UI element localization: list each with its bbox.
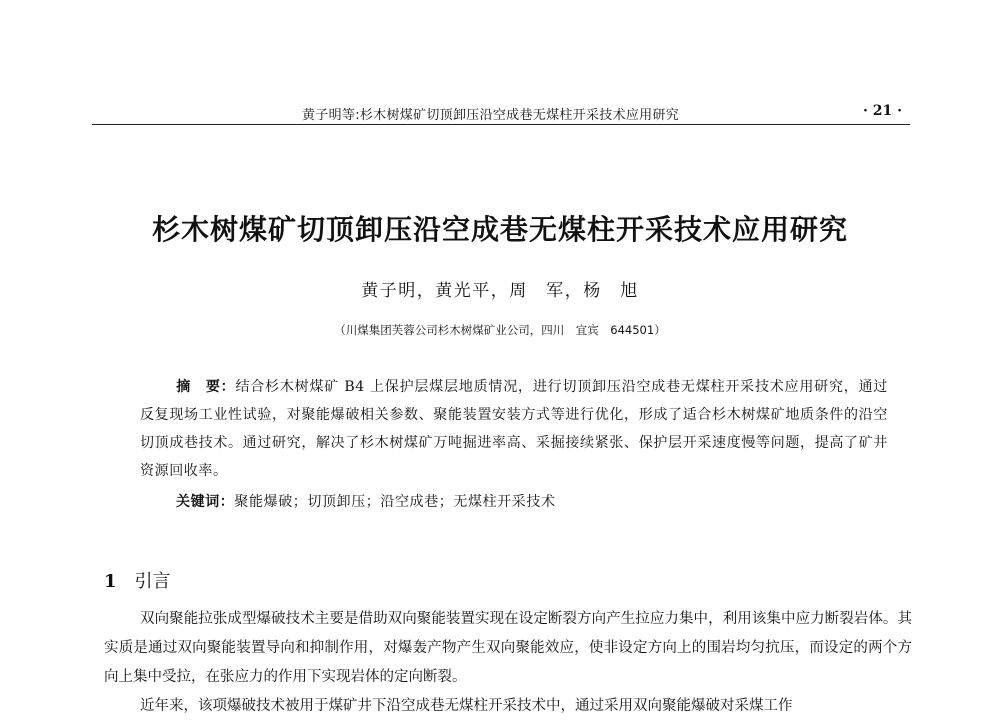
body-text: [104, 605, 912, 721]
paragraph-1: 双向聚能拉张成型爆破技术主要是借助双向聚能装置实现在设定断裂方向产生拉应力集中，利用该集中应力断裂岩体。其实质是通过双向聚能装置导向和抑制作用，对爆轰产物产生双向聚能效应，使非设定方向上的围岩均匀抗压，而设定的两个方向上集中受拉，在张应力的作用下实现岩体的定向断裂。: [104, 611, 912, 685]
running-header: [92, 100, 910, 125]
affiliation: （川煤集团芙蓉公司杉木树煤矿业公司，四川 宜宾 644501）: [334, 323, 666, 337]
section-heading: [104, 567, 171, 593]
running-title: 黄子明等:杉木树煤矿切顶卸压沿空成巷无煤柱开采技术应用研究: [302, 108, 680, 123]
section-number: 1: [104, 571, 117, 592]
keywords-label: 关键词：: [176, 494, 235, 510]
abstract-text: 结合杉木树煤矿 B4 上保护层煤层地质情况，进行切顶卸压沿空成巷无煤柱开采技术应用研究，通过反复现场工业性试验，对聚能爆破相关参数、聚能装置安装方式等进行优化，形成了适合杉木树煤矿地质条件的沿空切顶成巷技术。通过研究，解决了杉木树煤矿万吨掘进率高、采掘接续紧张、保护层开采速度慢等问题，提高了矿井资源回收率。: [140, 379, 888, 479]
section-title: 引言: [134, 571, 171, 592]
abstract: [140, 373, 888, 485]
article-title: 杉木树煤矿切顶卸压沿空成巷无煤柱开采技术应用研究: [151, 213, 848, 246]
keywords-text: 聚能爆破；切顶卸压；沿空成巷；无煤柱开采技术: [234, 494, 556, 510]
paragraph-2: 近年来，该项爆破技术被用于煤矿井下沿空成巷无煤柱开采技术中，通过采用双向聚能爆破对采煤工作: [140, 698, 793, 714]
page-number: · 21 ·: [863, 103, 902, 119]
abstract-label: 摘 要：: [176, 379, 236, 395]
keywords: [176, 491, 556, 511]
author-list: 黄子明，黄光平，周 军，杨 旭: [361, 281, 639, 301]
